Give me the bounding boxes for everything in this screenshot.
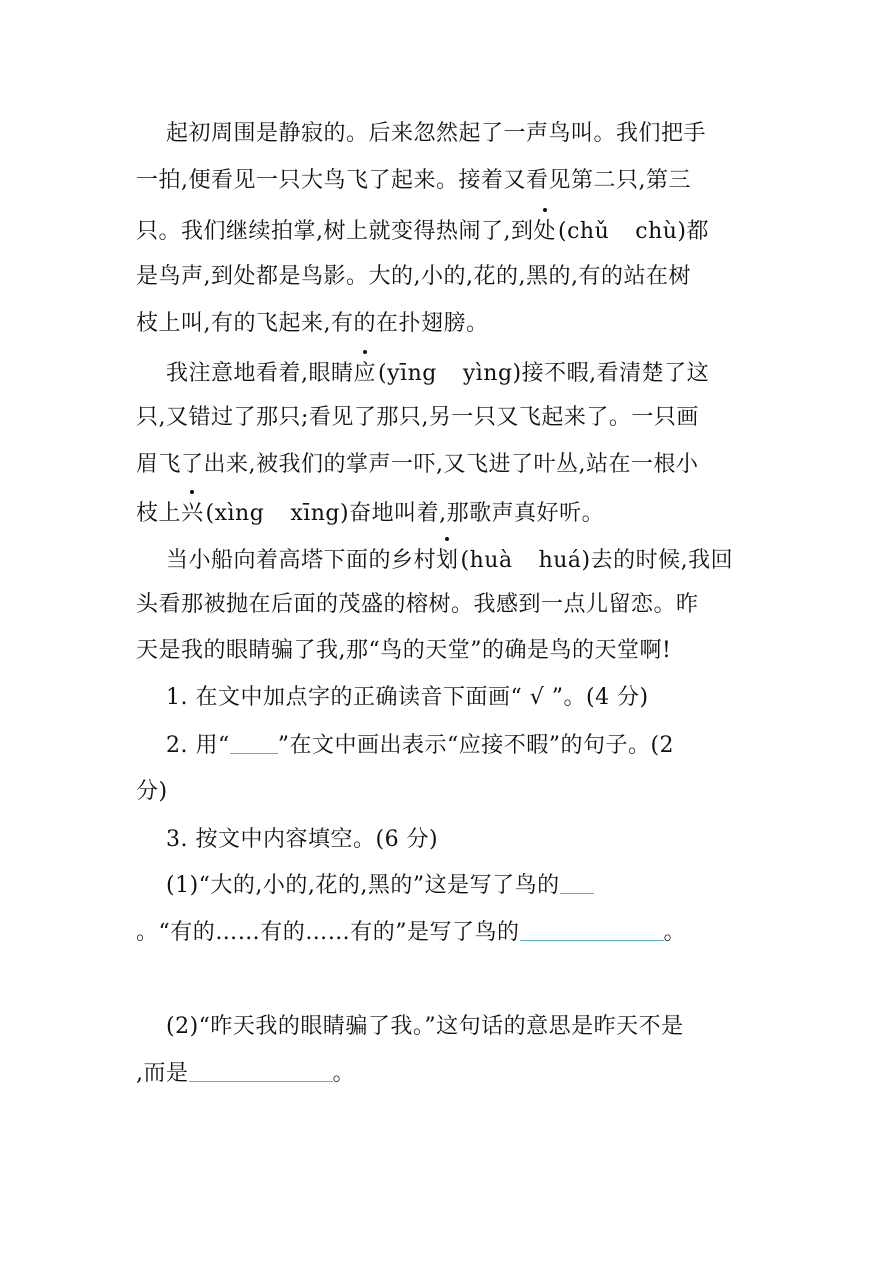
answer-blank[interactable]	[520, 918, 664, 941]
text: 起初周围是静寂的。后来忽然起了一声鸟叫。我们把手	[166, 121, 707, 146]
text: ”在文中画出表示“应接不暇”的句子。(2	[277, 733, 675, 758]
passage-line	[136, 166, 691, 196]
text: 只。我们继续拍掌,树上就变得热闹了,到	[136, 219, 534, 244]
dotted-character: 处	[534, 217, 557, 247]
pinyin-option: (chǔ	[558, 219, 610, 244]
dotted-character: 应	[354, 359, 377, 389]
passage-line	[166, 359, 709, 389]
text: 接不暇,看清楚了这	[521, 361, 710, 386]
question-3-2-continued	[136, 1059, 355, 1089]
text: ,而是	[136, 1061, 189, 1086]
underline-sample	[230, 731, 278, 754]
text: 3. 按文中内容填空。(6 分)	[166, 827, 439, 852]
text: 只,又错过了那只;看见了那只,另一只又飞起来了。一只画	[136, 405, 699, 430]
passage-line	[166, 546, 733, 576]
pinyin-option: (xìng	[205, 501, 265, 526]
text: 奋地叫着,那歌声真好听。	[349, 501, 605, 526]
passage-line	[136, 262, 691, 292]
text: 眉飞了出来,被我们的掌声一吓,又飞进了叶丛,站在一根小	[136, 452, 699, 477]
text: 。“有的……有的……有的”是写了鸟的	[136, 920, 520, 945]
question-3-1-continued	[136, 918, 686, 948]
question-2	[166, 731, 674, 761]
passage-line	[136, 636, 671, 666]
dotted-character: 划	[436, 546, 459, 576]
text: 1. 在文中加点字的正确读音下面画“ √ ”。(4 分)	[166, 685, 649, 710]
question-1	[166, 683, 649, 713]
text: 分)	[136, 779, 168, 804]
question-3-1	[166, 871, 594, 901]
pinyin-option: yìng)	[462, 361, 522, 386]
passage-line	[136, 450, 698, 480]
text: 。	[332, 1061, 356, 1086]
pinyin-option: xīng)	[290, 501, 350, 526]
passage-line	[136, 309, 489, 339]
pinyin-option: huá)	[538, 548, 591, 573]
text: 一拍,便看见一只大鸟飞了起来。接着又看见第二只,第三	[136, 168, 691, 193]
text: 2. 用“	[166, 733, 230, 758]
answer-blank[interactable]	[560, 871, 594, 894]
pinyin-option: chù)	[635, 219, 687, 244]
text: (1)“大的,小的,花的,黑的”这是写了鸟的	[166, 873, 560, 898]
passage-line	[136, 499, 604, 529]
question-2-continued	[136, 777, 168, 807]
passage-line	[136, 217, 709, 247]
text: (2)“昨天我的眼睛骗了我。”这句话的意思是昨天不是	[166, 1014, 684, 1039]
answer-blank[interactable]	[189, 1059, 333, 1082]
text: 枝上	[136, 501, 182, 526]
text: 我注意地看着,眼睛	[166, 361, 354, 386]
pinyin-option: (huà	[460, 548, 513, 573]
text: 头看那被抛在后面的茂盛的榕树。我感到一点儿留恋。昨	[136, 592, 699, 617]
text: 去的时候,我回	[590, 548, 734, 573]
text: 是鸟声,到处都是鸟影。大的,小的,花的,黑的,有的站在树	[136, 264, 691, 289]
question-3	[166, 825, 438, 855]
dotted-character: 兴	[181, 499, 204, 529]
passage-line	[166, 119, 706, 149]
text: 天是我的眼睛骗了我,那“鸟的天堂”的确是鸟的天堂啊!	[136, 638, 672, 663]
text: 当小船向着高塔下面的乡村	[166, 548, 437, 573]
passage-line	[136, 590, 699, 620]
text: 。	[663, 920, 687, 945]
pinyin-option: (yīng	[378, 361, 437, 386]
text: 都	[686, 219, 710, 244]
text: 枝上叫,有的飞起来,有的在扑翅膀。	[136, 311, 489, 336]
passage-line	[136, 403, 699, 433]
question-3-2	[166, 1012, 684, 1042]
